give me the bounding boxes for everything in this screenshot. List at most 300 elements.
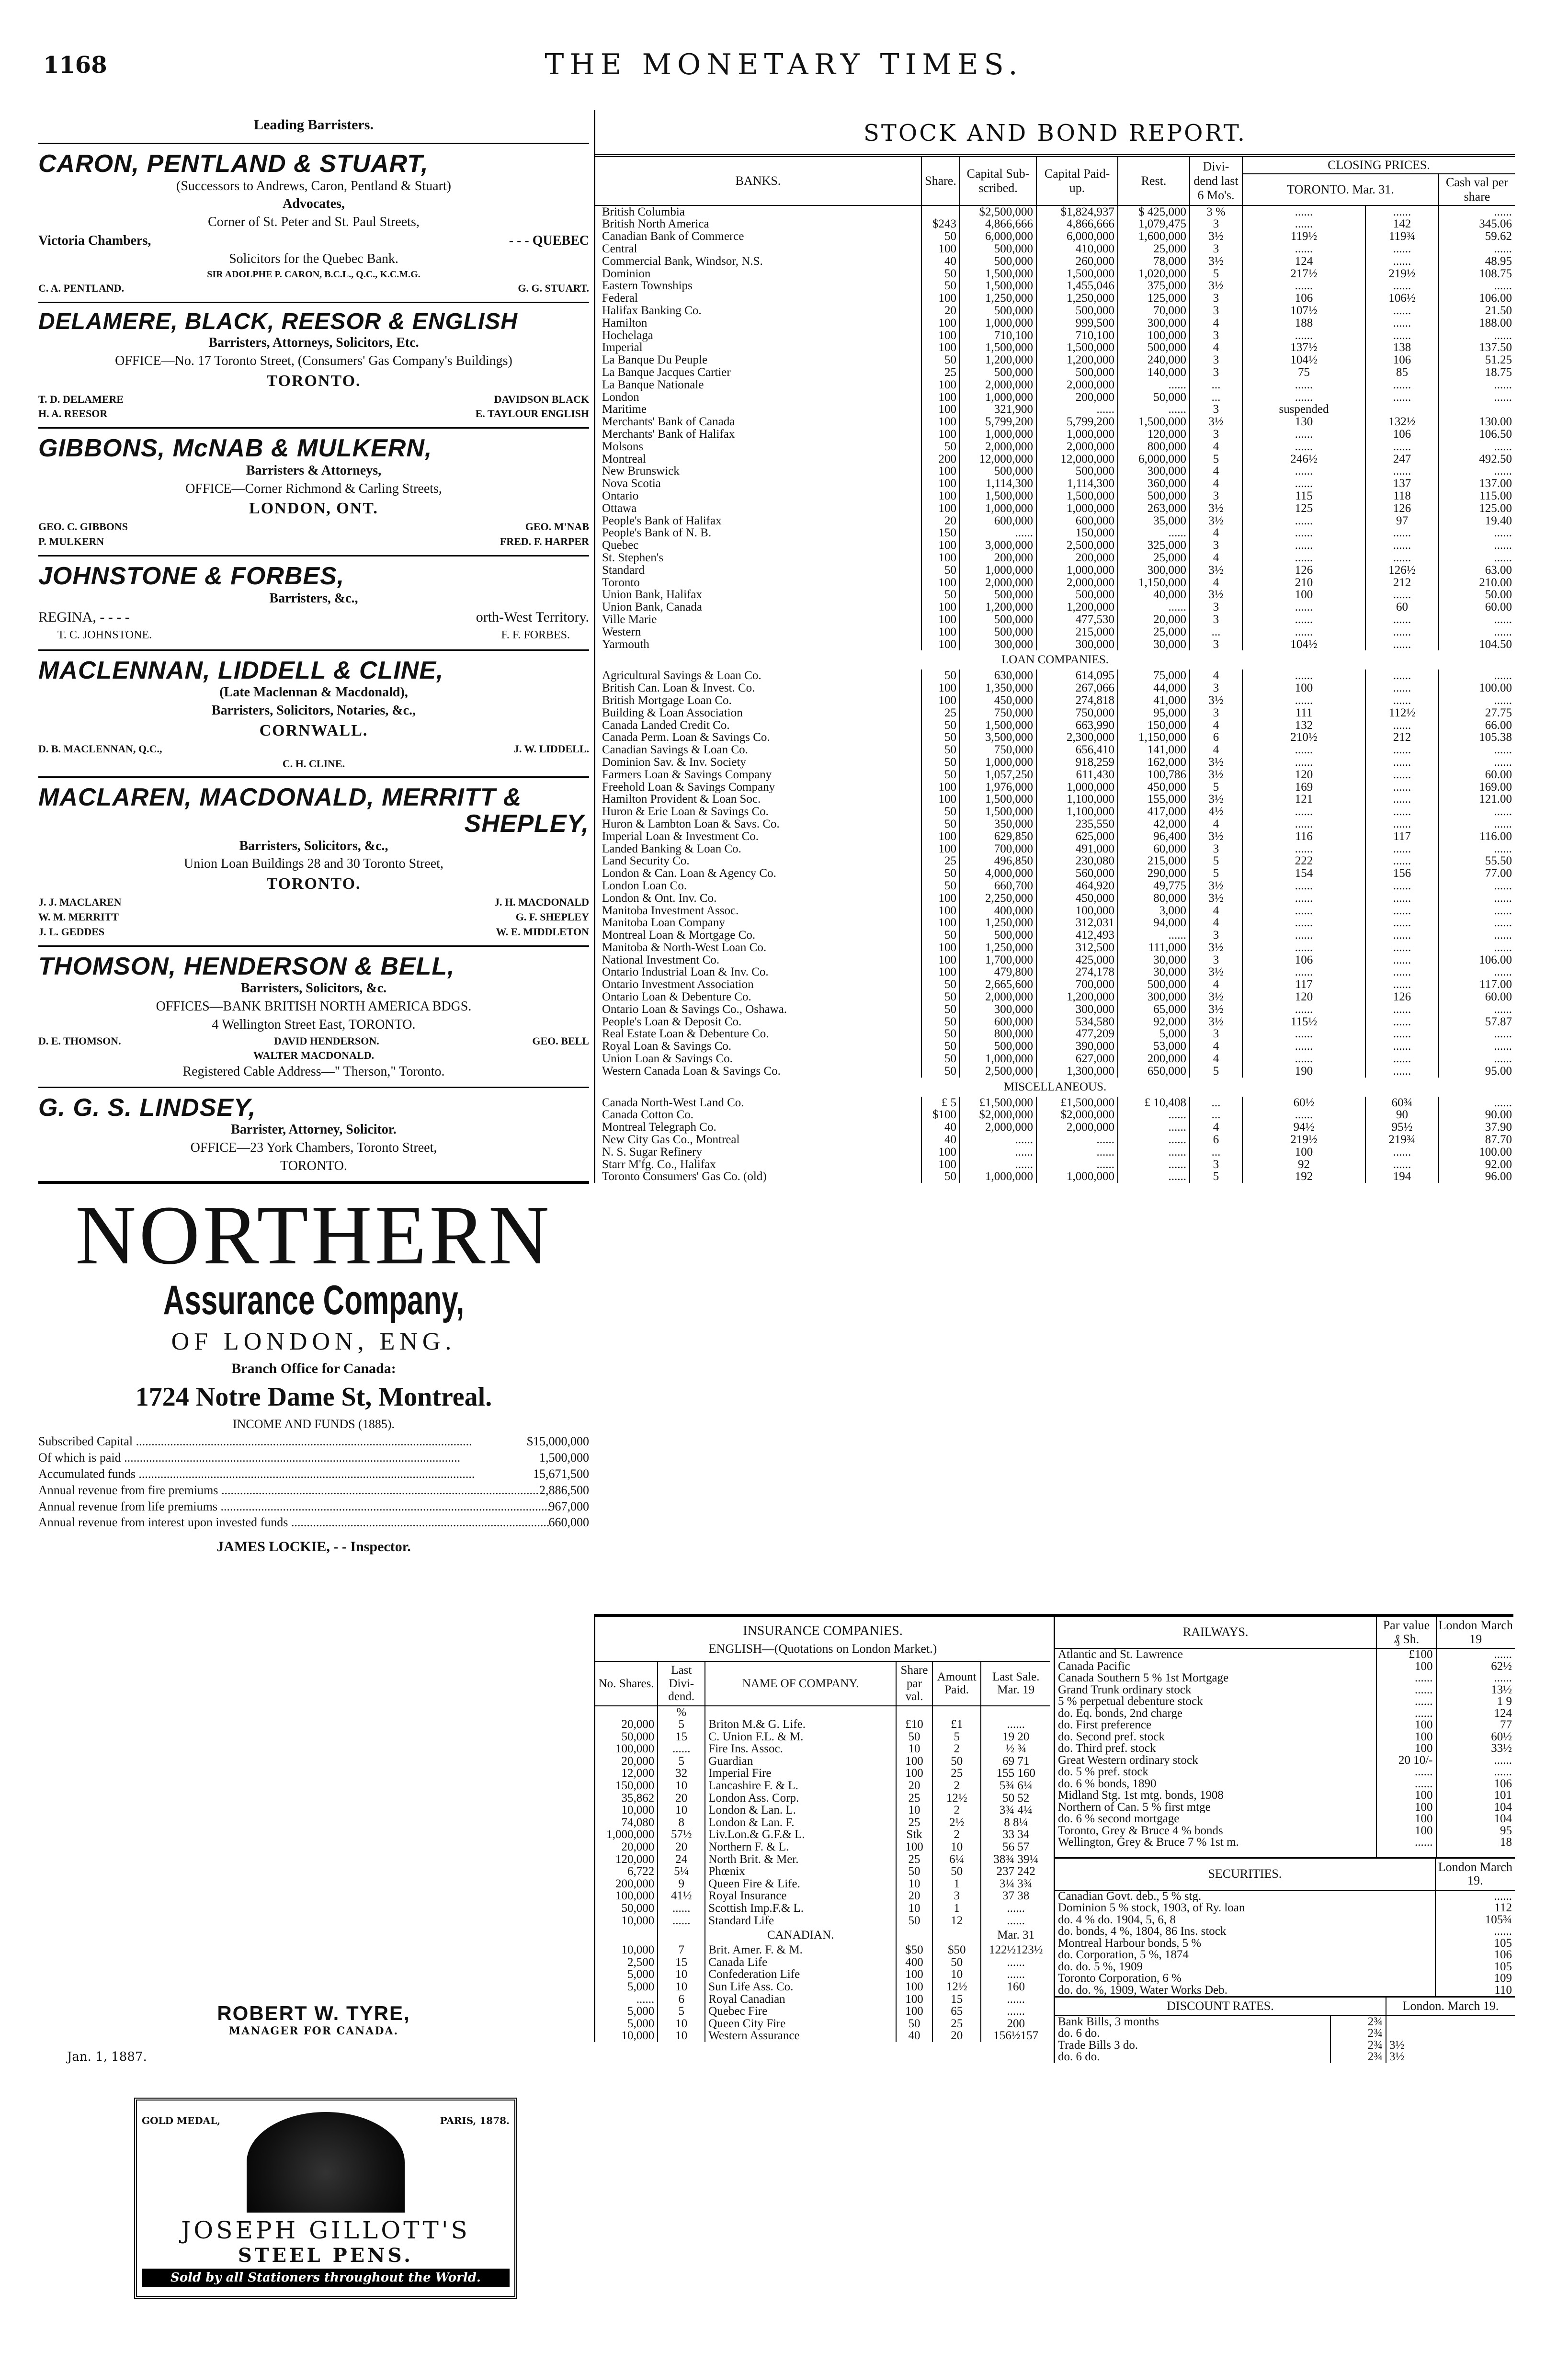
loan-row-cell: 30,000 [1118,954,1190,966]
bank-row-cell: ...... [1118,403,1190,416]
railway-row-cell: Great Western ordinary stock [1058,1754,1198,1767]
bank-row-cell: 130.00 [1439,416,1515,428]
canadian-row-cell: ...... [981,1956,1050,1969]
loan-row-cell: Huron & Erie Loan & Savings Co. [602,806,769,818]
bank-row-cell: 21.50 [1439,305,1515,317]
loan-row-cell: Freehold Loan & Savings Company [602,781,775,794]
bank-row-cell: 4 [1190,477,1242,490]
discount-table [1055,1996,1515,2063]
discount-row [1055,2051,1515,2063]
loan-row-cell: ...... [1365,1016,1439,1028]
loan-row-cell: 500,000 [960,929,1036,942]
firm-line: Barristers, Solicitors, &c., [239,838,388,853]
canadian-row-cell: Quebec Fire [705,2005,896,2018]
insurance-row-cell: 24 [658,1853,705,1866]
insurance-row-cell: London Ass. Corp. [705,1792,896,1805]
insurance-row-cell: 74,080 [621,1816,655,1829]
loan-row-cell: 111 [1242,707,1365,719]
loan-row-cell: 117.00 [1439,978,1515,991]
bank-row-cell: 4 [1190,317,1242,329]
railway-row-cell: 101 [1436,1790,1515,1802]
insurance-row-cell: Guardian [705,1755,896,1768]
loan-row-cell: 50 [921,880,960,892]
firm-city: REGINA, - - - - [38,609,130,625]
bank-row [595,465,1515,477]
insurance-row-cell: 8 [658,1817,705,1829]
bank-row-cell: La Banque Nationale [602,378,704,391]
partner: C. A. PENTLAND. [38,282,125,294]
loan-row-cell: 25 [921,855,960,867]
firm-line: Victoria Chambers, [38,233,151,248]
loan-row-cell: 100 [921,966,960,978]
banks-body [595,205,1515,651]
bank-row-cell: 106.50 [1439,428,1515,441]
railway-row-cell: 100 [1376,1790,1436,1802]
bank-row-cell: ...... [1439,379,1515,391]
bank-row-cell: ...... [1242,477,1365,490]
loan-row-cell: 3 [1190,929,1242,942]
bank-row-cell: 212 [1365,577,1439,589]
loan-row [595,707,1515,719]
loan-row-cell: ...... [1242,929,1365,942]
loan-row-cell: 106 [1242,954,1365,966]
col-banks: BANKS. [595,157,921,205]
railway-row-cell: 60½ [1436,1731,1515,1743]
bank-row-cell: 85 [1365,366,1439,379]
bank-row [595,515,1515,527]
loan-row-cell: 5,000 [1118,1028,1190,1040]
loan-row-cell: Huron & Lambton Loan & Savs. Co. [602,817,780,830]
insurance-row-cell: 5 [932,1731,981,1743]
loan-row-cell: 274,178 [1036,966,1118,978]
loan-row-cell: ...... [1365,719,1439,732]
loan-row [595,978,1515,991]
insurance-row [595,1743,1050,1755]
canadian-row-cell: ...... [636,1993,655,2006]
bank-row-cell: 300,000 [1118,564,1190,577]
loan-row-cell: 50 [921,670,960,682]
bank-row-cell: ...... [1365,255,1439,268]
loan-row-cell: ...... [1242,1053,1365,1065]
insurance-row-cell: 3¾ 4¼ [981,1804,1050,1817]
loan-row-cell: 44,000 [1118,682,1190,694]
railway-row [1055,1672,1515,1684]
insurance-row-cell: 10 [932,1841,981,1853]
loan-row-cell: 100.00 [1439,682,1515,694]
loan-row-cell: ...... [1439,929,1515,942]
misc-row-cell: 90 [1365,1109,1439,1121]
firm-line: Barristers, Solicitors, Notaries, &c., [211,703,416,718]
railway-row [1055,1825,1515,1837]
railway-row-cell: ...... [1376,1696,1436,1708]
loan-row-cell: 94,000 [1118,917,1190,929]
bank-row-cell: ...... [1242,601,1365,613]
bank-row-cell: 100 [921,391,960,404]
firm-line: Advocates, [283,196,345,212]
loan-row-cell: 100 [1242,682,1365,694]
bank-row-cell: 1,000,000 [960,428,1036,441]
bank-row-cell: 1,200,000 [1036,354,1118,366]
loan-row-cell: ...... [1365,806,1439,818]
loan-row-cell: 1,000,000 [960,756,1036,769]
percent-mark: % [658,1706,705,1719]
barristers-column [38,110,589,1557]
railway-row-cell: 104 [1436,1813,1515,1825]
bank-row-cell: ...... [1242,441,1365,453]
insurance-row-cell: 33 34 [981,1828,1050,1841]
partner: GEO. M'NAB [525,521,589,533]
bank-row-cell: 1,250,000 [1036,292,1118,305]
bank-row-cell: ...... [1365,317,1439,329]
security-row-cell: 105 [1435,1961,1515,1973]
northern-title: NORTHERN [75,1188,552,1282]
misc-row-cell: ...... [1439,1097,1515,1109]
loan-row-cell: 116.00 [1439,830,1515,843]
canadian-body [595,1944,1050,2042]
loan-row-cell: 4 [1190,905,1242,917]
bank-row-cell: ...... [1118,601,1190,613]
bank-row-cell: 710,100 [960,329,1036,342]
loan-row-cell: Land Security Co. [602,855,690,868]
bank-row-cell: British North America [602,218,709,231]
bank-row [595,205,1515,218]
bank-row-cell: 104½ [1242,354,1365,366]
fund-row: Annual revenue from interest upon invested funds ..... 660,000 [38,1514,589,1531]
stock-report [594,110,1515,1183]
loan-row-cell: 417,000 [1118,806,1190,818]
fund-row: Accumulated funds ..... 15,671,500 [38,1466,589,1482]
loan-row-cell: Farmers Loan & Savings Company [602,768,772,781]
bank-row-cell: 132½ [1365,416,1439,428]
insurance-row-cell: 120,000 [615,1853,655,1866]
misc-row [595,1146,1515,1158]
misc-row-cell: £ 10,408 [1118,1097,1190,1109]
loan-row-cell: 200,000 [1118,1053,1190,1065]
canadian-row-cell: 10 [658,1968,705,1981]
railway-row-cell: Northern of Can. 5 % first mtge [1058,1801,1211,1814]
loan-row-cell: 274,818 [1036,694,1118,707]
loan-row-cell: 300,000 [960,1003,1036,1016]
loan-row-cell: 630,000 [960,670,1036,682]
loan-row-cell: 3½ [1190,991,1242,1003]
bank-row-cell: Commercial Bank, Windsor, N.S. [602,255,763,268]
insurance-row [595,1878,1050,1890]
loan-row-cell: ...... [1242,806,1365,818]
loan-row-cell: 95,000 [1118,707,1190,719]
misc-row-cell: 90.00 [1439,1109,1515,1121]
bank-row-cell: 4,866,666 [960,218,1036,230]
canadian-row [595,2030,1050,2042]
loan-row-cell: ...... [1242,756,1365,769]
misc-row-cell: 92 [1242,1158,1365,1171]
loan-row-cell: ...... [1242,744,1365,756]
partner: J. J. MACLAREN [38,896,122,908]
canadian-row-cell: 5,000 [627,1980,655,1993]
railway-row-cell: 33½ [1436,1743,1515,1755]
bank-row-cell: 78,000 [1118,255,1190,268]
northern-inspector: JAMES LOCKIE, - - Inspector. [216,1539,411,1555]
firm-city: TORONTO. [266,875,361,893]
bank-row-cell: 300,000 [1118,317,1190,329]
misc-row-cell: ...... [960,1158,1036,1171]
loan-row-cell: 625,000 [1036,830,1118,843]
bank-row-cell: Hamilton [602,317,648,329]
bank-row-cell: 1,000,000 [960,317,1036,329]
loan-row [595,880,1515,892]
loan-row-cell: 1,200,000 [1036,991,1118,1003]
loan-row [595,694,1515,707]
col-amount-paid: Amount Paid. [932,1661,981,1706]
insurance-row-cell: 12½ [932,1792,981,1805]
bank-row [595,416,1515,428]
loan-row-cell: ...... [1365,1053,1439,1065]
bank-row-cell: 500,000 [1036,465,1118,477]
bank-row-cell: 263,000 [1118,502,1190,515]
bank-row-cell: 1,500,000 [960,490,1036,502]
loan-row-cell: 6 [1190,731,1242,744]
bank-row [595,601,1515,613]
loan-row-cell: 750,000 [960,707,1036,719]
canadian-row-cell: $50 [896,1944,932,1956]
bank-row-cell: 104½ [1242,638,1365,651]
loan-row [595,1053,1515,1065]
bank-row-cell: 710,100 [1036,329,1118,342]
loan-row [595,756,1515,769]
discount-row-cell: 2¾ [1330,2028,1386,2040]
loan-row-cell: ...... [1365,905,1439,917]
misc-row-cell: $100 [921,1109,960,1121]
loan-row-cell: 1,150,000 [1118,731,1190,744]
loan-row-cell: 190 [1242,1065,1365,1078]
bank-row [595,379,1515,391]
bank-row-cell: 100 [921,465,960,477]
insurance-row-cell: 5¾ 6¼ [981,1780,1050,1792]
bank-row-cell: 2,000,000 [960,379,1036,391]
col-paid: Capital Paid-up. [1036,157,1118,205]
insurance-row [595,1755,1050,1768]
insurance-row-cell: 50 [896,1865,932,1878]
loan-row-cell: 3 [1190,682,1242,694]
bank-row-cell: 100 [921,379,960,391]
bank-row-cell: 51.25 [1439,354,1515,366]
railway-row [1055,1648,1515,1661]
bank-row-cell: 126 [1365,502,1439,515]
bank-row-cell: 100 [921,428,960,441]
insurance-row-cell: 10 [896,1743,932,1755]
partner: J. L. GEDDES [38,925,105,938]
bank-row-cell: 100 [921,341,960,354]
bank-row-cell: 30,000 [1118,638,1190,651]
canadian-row-cell: 20 [932,2030,981,2042]
partner: T. C. JOHNSTONE. [57,629,152,642]
canadian-row-cell: 10 [932,1968,981,1981]
misc-row-cell: 87.70 [1439,1134,1515,1146]
bank-row-cell: ...... [1242,428,1365,441]
canadian-row [595,2005,1050,2018]
misc-row-cell: 92.00 [1439,1158,1515,1171]
misc-row-cell: 194 [1365,1170,1439,1183]
insurance-row-cell: 200,000 [615,1877,655,1890]
railway-row-cell: 100 [1376,1825,1436,1837]
bank-row-cell: 3½ [1190,416,1242,428]
misc-row-cell: ... [1190,1146,1242,1158]
loan-row-cell: Real Estate Loan & Debenture Co. [602,1028,769,1041]
bank-row-cell: 1,500,000 [960,341,1036,354]
canadian-row-cell: 400 [896,1956,932,1969]
misc-row-cell: 94½ [1242,1121,1365,1134]
security-row-cell: 105 [1435,1938,1515,1950]
bank-row-cell: Ville Marie [602,613,657,626]
loan-row-cell: 169 [1242,781,1365,794]
bank-row-cell: 4 [1190,441,1242,453]
bank-row-cell: ...... [1242,552,1365,564]
loan-row-cell: ...... [1439,818,1515,830]
firm-name-cont: SHEPLEY, [464,810,589,838]
col-cash: Cash val per share [1439,174,1515,205]
firm-city: CORNWALL. [259,722,368,740]
misc-row-cell: 4 [1190,1121,1242,1134]
paris-label: PARIS, 1878. [440,2115,510,2126]
loan-row-cell: 60.00 [1439,769,1515,781]
railway-row-cell: ...... [1376,1778,1436,1790]
bank-row-cell: 240,000 [1118,354,1190,366]
firm-johnstone [38,555,589,649]
discount-row-cell [1386,2016,1515,2028]
firm-region: orth-West Territory. [476,609,589,625]
bank-row-cell: 2,500,000 [1036,539,1118,552]
col-last-dividend: Last Divi-dend. [658,1661,705,1706]
misc-row-cell: 219¾ [1365,1134,1439,1146]
bank-row-cell: Central [602,243,637,255]
bank-row-cell: Canadian Bank of Commerce [602,230,744,243]
bank-row-cell: 210 [1242,577,1365,589]
bank-row-cell: ...... [1365,379,1439,391]
security-row [1055,1902,1515,1914]
canadian-row [595,2018,1050,2030]
railway-row-cell: ...... [1436,1766,1515,1778]
misc-row-cell: ...... [1118,1134,1190,1146]
canadian-row-cell: 5,000 [627,1968,655,1981]
loan-row-cell: 3 [1190,1028,1242,1040]
misc-row [595,1158,1515,1171]
insurance-row-cell: 10,000 [621,1804,655,1817]
northern-london: OF LONDON, ENG. [171,1328,456,1356]
ad-date: Jan. 1, 1887. [67,2050,147,2064]
insurance-row-cell: 50 [896,1915,932,1927]
loan-row-cell: Canada Landed Credit Co. [602,719,730,732]
bank-row-cell: ...... [1365,465,1439,477]
loan-row-cell: ...... [1242,694,1365,707]
loan-row-cell: 3,000 [1118,905,1190,917]
railway-row-cell: Canada Southern 5 % 1st Mortgage [1058,1672,1229,1684]
misc-row-cell: 100 [921,1146,960,1158]
misc-row-cell: ...... [1118,1158,1190,1171]
bank-row-cell: ...... [1365,280,1439,292]
bank-row-cell: 500,000 [960,366,1036,379]
loan-row-cell: ...... [1365,781,1439,794]
canadian-row-cell: 10 [658,2030,705,2042]
loan-row-cell: ...... [1242,892,1365,905]
loan-row-cell: 53,000 [1118,1040,1190,1053]
partner: DAVIDSON BLACK [494,393,589,405]
bank-row-cell: 3 [1190,354,1242,366]
loan-row-cell: 50 [921,731,960,744]
stock-table [595,157,1515,1183]
bank-row-cell: 500,000 [960,305,1036,317]
bank-row-cell: 1,000,000 [1036,502,1118,515]
bank-row-cell: 100 [921,502,960,515]
loan-row-cell: 100 [921,694,960,707]
bank-row-cell: 137½ [1242,341,1365,354]
bank-row-cell: 999,500 [1036,317,1118,329]
bank-row-cell: ...... [1439,613,1515,626]
loan-row-cell: ...... [1365,892,1439,905]
loan-row-cell: 50 [921,1016,960,1028]
insurance-row-cell: 2 [932,1780,981,1792]
loan-row-cell: 27.75 [1439,707,1515,719]
bank-row-cell: 500,000 [1036,589,1118,601]
insurance-row-cell: 20,000 [621,1718,655,1731]
partner: P. MULKERN [38,535,104,548]
insurance-row-cell: 1 [932,1902,981,1915]
bank-row-cell: 3½ [1190,502,1242,515]
railway-row-cell: ...... [1376,1684,1436,1696]
bank-row-cell: 345.06 [1439,218,1515,230]
canadian-row-cell: 6 [658,1993,705,2006]
insurance-row-cell: ...... [658,1743,705,1755]
loan-row [595,719,1515,732]
bank-row-cell: 210.00 [1439,577,1515,589]
loan-row-cell: 3 [1190,843,1242,855]
insurance-row-cell: 5 [658,1755,705,1768]
firm-delamere [38,302,589,427]
page-number: 1168 [43,52,107,79]
partner: SIR ADOLPHE P. CARON, B.C.L., Q.C., K.C.M.G. [207,269,420,280]
bank-row-cell: La Banque Jacques Cartier [602,366,731,379]
bank-row-cell: suspended [1242,403,1365,416]
misc-row-cell: Canada Cotton Co. [602,1109,693,1122]
insurance-row-cell: 3 [932,1890,981,1902]
misc-row-cell: 192 [1242,1170,1365,1183]
bank-row-cell: 20 [921,515,960,527]
railway-row-cell: 100 [1376,1743,1436,1755]
loan-row-cell: 117 [1365,830,1439,843]
bank-row-cell: 1,114,300 [960,477,1036,490]
loan-row-cell: 1,000,000 [1036,781,1118,794]
bank-row-cell: ...... [1242,329,1365,342]
loan-row-cell: 100 [921,682,960,694]
bank-row-cell: 100 [921,416,960,428]
bank-row [595,502,1515,515]
loan-row-cell: 100 [921,793,960,806]
bank-row-cell: 300,000 [1036,638,1118,651]
firm-maclaren [38,776,589,945]
bank-row-cell: 300,000 [960,638,1036,651]
bank-row-cell: 3 [1190,403,1242,416]
railway-row [1055,1802,1515,1814]
bank-row-cell: 106 [1242,292,1365,305]
misc-row-cell: 3 [1190,1158,1242,1171]
bank-row-cell: Nova Scotia [602,477,661,490]
bank-row-cell: 200,000 [1036,391,1118,404]
bank-row-cell: Federal [602,292,638,305]
misc-row [595,1134,1515,1146]
loan-row-cell: 500,000 [1118,978,1190,991]
bank-row-cell: 1,079,475 [1118,218,1190,230]
insurance-row-cell: 100 [896,1841,932,1853]
loan-row-cell: 154 [1242,867,1365,880]
loan-row-cell: 350,000 [960,818,1036,830]
